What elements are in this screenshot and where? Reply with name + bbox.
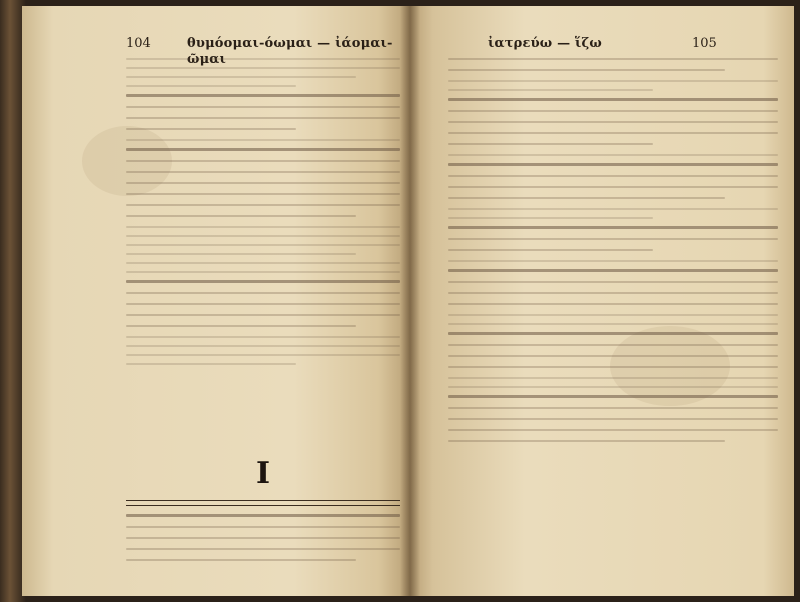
entry-headword-line [126, 280, 400, 283]
running-header: θυμόομαι-όωμαι — ἰάομαι-ῶμαι [187, 36, 393, 67]
text-line [448, 175, 778, 177]
text-line [126, 253, 356, 255]
text-column-lower [126, 514, 400, 570]
text-line [448, 121, 778, 123]
text-line [448, 355, 778, 357]
text-line [126, 58, 400, 60]
page-number: 105 [692, 36, 717, 51]
text-line [126, 303, 400, 305]
text-line [448, 344, 778, 346]
text-line [126, 336, 400, 338]
text-line [126, 193, 400, 195]
section-letter: I [255, 456, 271, 491]
text-line [126, 292, 400, 294]
entry-headword-line [448, 98, 778, 101]
text-line [126, 325, 356, 327]
entry-headword-line [448, 226, 778, 229]
text-line [448, 292, 778, 294]
book-gutter [400, 6, 420, 596]
text-line [448, 429, 778, 431]
text-line [448, 110, 778, 112]
entry-headword-line [448, 163, 778, 166]
text-line [448, 314, 778, 316]
text-line [126, 244, 400, 246]
text-line [126, 271, 400, 273]
text-line [126, 139, 400, 141]
entry-headword-line [448, 332, 778, 335]
text-column [126, 58, 400, 372]
text-line [448, 238, 778, 240]
text-line [126, 160, 400, 162]
text-line [448, 69, 725, 71]
text-line [448, 208, 778, 210]
text-line [448, 386, 778, 388]
text-line [448, 132, 778, 134]
text-line [448, 89, 653, 91]
text-line [448, 418, 778, 420]
text-line [126, 262, 400, 264]
running-header: ἰατρεύω — ἵζω [488, 36, 603, 51]
entry-headword-line [448, 269, 778, 272]
text-line [126, 548, 400, 550]
right-page [410, 6, 794, 596]
text-line [126, 171, 400, 173]
text-line [448, 323, 778, 325]
text-line [448, 303, 778, 305]
text-line [126, 235, 400, 237]
text-line [448, 58, 778, 60]
text-line [126, 345, 400, 347]
entry-headword-line [126, 94, 400, 97]
text-line [126, 314, 400, 316]
text-line [448, 80, 778, 82]
text-line [126, 226, 400, 228]
text-line [126, 67, 400, 69]
entry-headword-line [448, 395, 778, 398]
text-line [448, 197, 725, 199]
text-line [448, 440, 725, 442]
left-page [22, 6, 410, 596]
text-line [448, 281, 778, 283]
text-line [126, 559, 356, 561]
text-line [448, 143, 653, 145]
text-line [126, 537, 400, 539]
text-line [126, 85, 296, 87]
text-line [448, 217, 653, 219]
text-line [126, 117, 400, 119]
text-line [126, 526, 400, 528]
entry-headword-line [126, 514, 400, 517]
text-line [448, 154, 778, 156]
text-line [126, 215, 356, 217]
section-rule [126, 500, 400, 506]
text-line [126, 363, 296, 365]
text-line [126, 76, 356, 78]
text-line [448, 186, 778, 188]
page-number: 104 [126, 36, 151, 51]
entry-headword-line [126, 148, 400, 151]
text-line [448, 366, 778, 368]
text-line [448, 249, 653, 251]
text-line [126, 128, 296, 130]
text-line [126, 354, 400, 356]
text-line [448, 260, 778, 262]
text-column [448, 58, 778, 451]
text-line [448, 407, 778, 409]
text-line [126, 204, 400, 206]
text-line [126, 106, 400, 108]
text-line [448, 377, 778, 379]
text-line [126, 182, 400, 184]
